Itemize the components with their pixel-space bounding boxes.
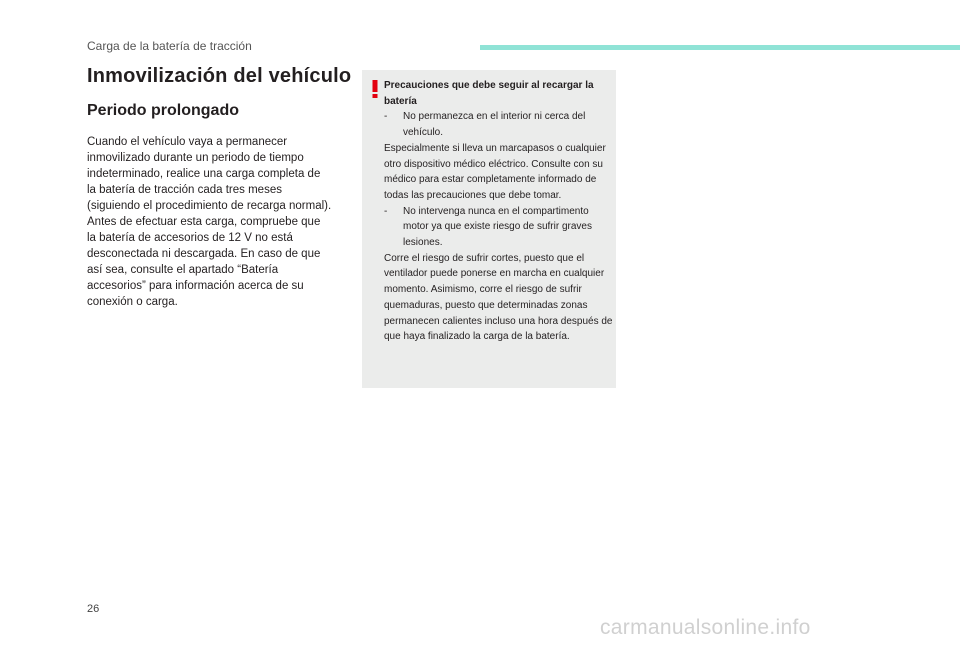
section-title: Carga de la batería de tracción [87,39,252,53]
warning-paragraph: Corre el riesgo de sufrir cortes, puesto que el ventilador puede ponerse en marcha en cualquier momento. Asimismo, corre el riesgo de sufrir quemaduras, puesto que determinadas zonas permanecen calientes incluso una hora después de que haya finalizado la carga de la batería. [384,252,613,343]
list-dash: - [384,111,388,123]
page-title: Inmovilización del vehículo [87,65,352,87]
warning-item [384,109,613,140]
body-paragraph: Cuando el vehículo vaya a permanecer inmovilizado durante un periodo de tiempo indeterminado, realice una carga completa de la batería de tracción cada tres meses (siguiendo el procedimiento de recarga normal). Antes de efectuar esta carga, compruebe que la batería de accesorios de 12 V no está desconectada ni descargada. En caso de que así sea, consulte el apartado “Batería accesorios” para información acerca de su conexión o carga. [87,136,332,308]
watermark: carmanualsonline.info [600,616,811,639]
warning-item-text: No intervenga nunca en el compartimento motor ya que existe riesgo de sufrir graves lesiones. [403,205,592,249]
warning-paragraph: Especialmente si lleva un marcapasos o cualquier otro dispositivo médico eléctrico. Consulte con su médico para estar completamente informado de todas las precauciones que debe tomar. [384,142,606,201]
warning-content [384,78,613,345]
warning-item-text: No permanezca en el interior ni cerca del vehículo. [403,111,586,139]
page-number: 26 [87,603,100,615]
warning-item [384,204,613,251]
section-subtitle: Periodo prolongado [87,102,239,119]
exclamation-icon [371,80,379,98]
list-dash: - [384,205,388,217]
header-accent-bar [480,45,960,50]
warning-title: Precauciones que debe seguir al recargar la batería [384,80,594,107]
